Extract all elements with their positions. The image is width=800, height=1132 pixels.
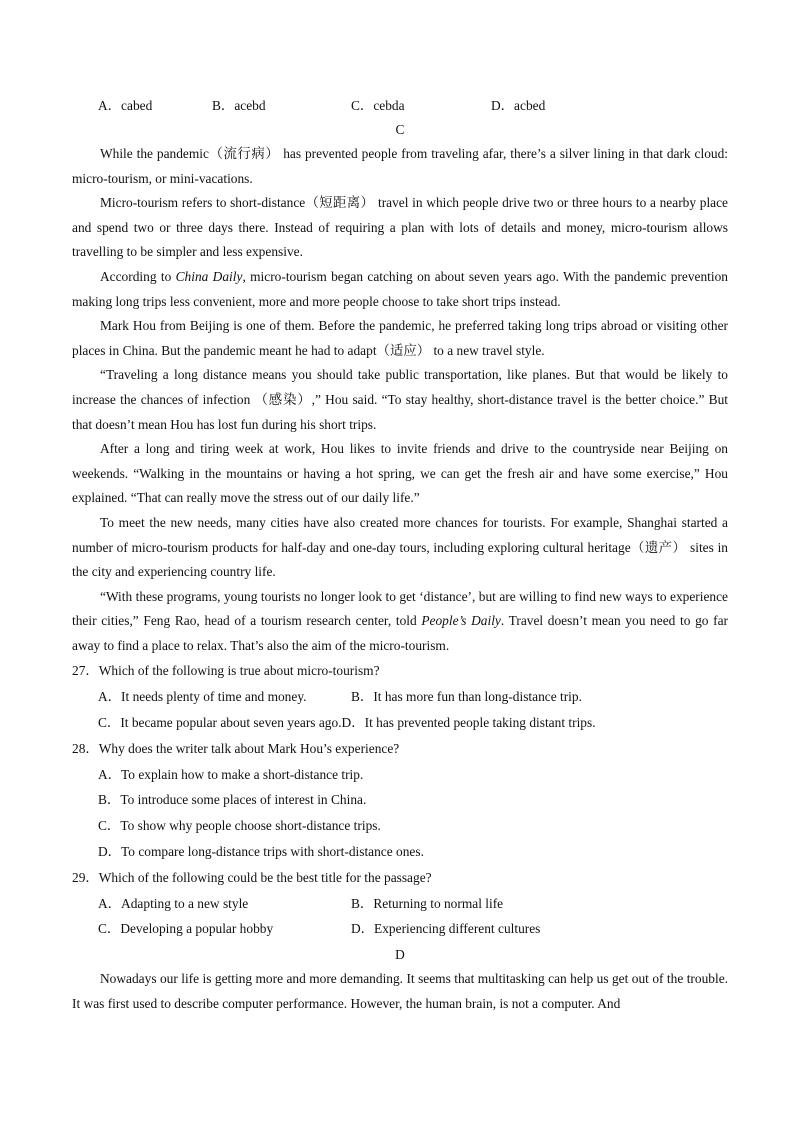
option-c-d: C．It became popular about seven years ago.D．It has prevented people taking distant trips.	[98, 715, 596, 731]
option-b: B．It has more fun than long-distance trip.	[351, 689, 582, 705]
options-row	[72, 684, 728, 710]
option-a: A．To explain how to make a short-distance trip.	[98, 766, 364, 782]
question-29	[72, 865, 728, 942]
options-row	[72, 916, 728, 942]
option-d: D．Experiencing different cultures	[351, 921, 541, 937]
option-b: B．acebd	[212, 98, 266, 113]
paragraph-text: , micro-tourism began catching on about seven years ago. With the pandemic prevention making long trips less convenient, more and more people choose to take short trips instead.	[72, 268, 728, 309]
question-28	[72, 736, 728, 865]
paragraph	[72, 585, 728, 659]
paragraph-text: “With these programs, young tourists no longer look to get ‘distance’, but are willing to find new ways to experience their cities,” Feng Rao, head of a tourism research center, told	[72, 588, 728, 629]
paragraph: After a long and tiring week at work, Hou likes to invite friends and drive to the countryside near Beijing on weekends. “Walking in the mountains or having a hot spring, we can get the fresh air and have some exercise,” Hou explained. “That can really move the stress out of our daily life.”	[72, 441, 728, 506]
section-c-title: C	[395, 122, 405, 137]
paragraph: While the pandemic（流行病） has prevented people from traveling afar, there’s a silver lining in that dark cloud: micro-tourism, or mini-vacations.	[72, 146, 728, 186]
option-a: A．Adapting to a new style	[98, 895, 249, 911]
section-d-title: D	[395, 947, 405, 963]
question-stem: 27．Which of the following is true about micro-tourism?	[72, 663, 380, 679]
question-stem: 29．Which of the following could be the best title for the passage?	[72, 869, 432, 885]
paragraph: Micro-tourism refers to short-distance（短距离） travel in which people drive two or three hours to a nearby place and spend two or three days there. Instead of requiring a plan with lots of details and money, micro-tourism allows travelling to be simpler and less expensive.	[72, 195, 728, 260]
question-stem: 28．Why does the writer talk about Mark Hou’s experience?	[72, 740, 400, 756]
option-a: A．It needs plenty of time and money.	[98, 689, 307, 705]
option-d: D．acbed	[491, 98, 546, 113]
option-b: B．To introduce some places of interest in China.	[98, 792, 367, 808]
paragraph: Nowadays our life is getting more and more demanding. It seems that multitasking can help us get out of the trouble. It was first used to describe computer performance. However, the human brain, is not a computer. And	[72, 971, 728, 1011]
previous-question-options	[72, 91, 728, 117]
option-c: C．cebda	[351, 98, 405, 113]
options-row	[72, 891, 728, 917]
paragraph-text: According to	[100, 268, 176, 284]
option-c: C．To show why people choose short-distance trips.	[98, 818, 381, 834]
paragraph-text: . Travel doesn’t mean you need to go far away to find a place to relax. That’s also the aim of the micro-tourism.	[72, 613, 728, 653]
option-b: B．Returning to normal life	[351, 895, 504, 911]
passage-c	[72, 142, 728, 658]
exam-page	[72, 91, 728, 1016]
paragraph: To meet the new needs, many cities have also created more chances for tourists. For example, Shanghai started a number of micro-tourism products for half-day and one-day tours, including exploring cultural heritage（遗产） sites in the city and experiencing country life.	[72, 514, 728, 580]
question-27	[72, 658, 728, 735]
paragraph	[72, 265, 728, 314]
option-a: A．cabed	[98, 98, 153, 113]
option-c: C．Developing a popular hobby	[98, 921, 274, 937]
paragraph: Mark Hou from Beijing is one of them. Before the pandemic, he preferred taking long trips abroad or visiting other places in China. But the pandemic meant he had to adapt（适应） to a new travel style.	[72, 318, 728, 358]
option-d: D．To compare long-distance trips with short-distance ones.	[98, 844, 424, 860]
newspaper-name: China Daily	[175, 268, 243, 284]
newspaper-name: People’s Daily	[421, 613, 501, 629]
paragraph: “Traveling a long distance means you should take public transportation, like planes. But that would be likely to increase the chances of infection （感染）,” Hou said. “To stay healthy, short-distance travel is the better choice.” But that doesn’t mean Hou has lost fun during his short trips.	[72, 367, 728, 432]
